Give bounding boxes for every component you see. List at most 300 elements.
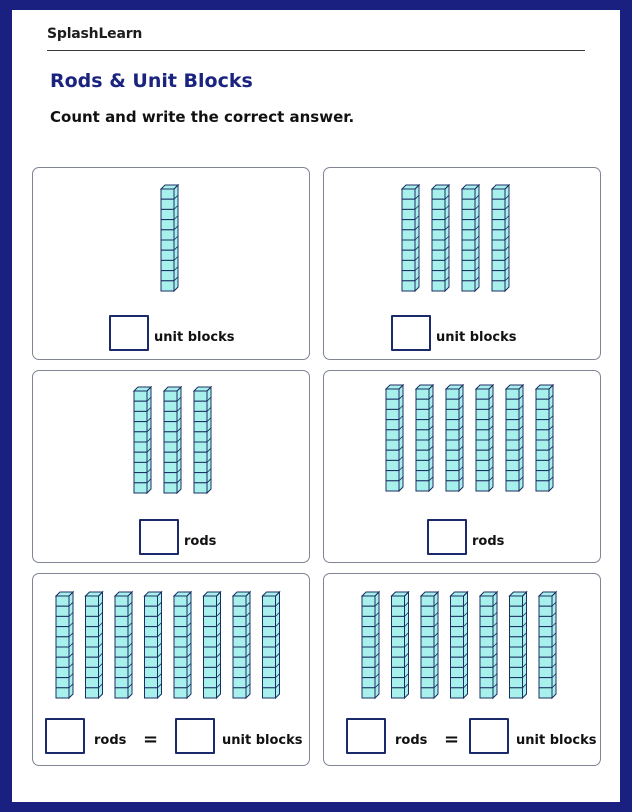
unit-cube xyxy=(421,627,434,637)
unit-cube xyxy=(392,627,405,637)
unit-cube xyxy=(402,250,415,260)
unit-cube xyxy=(416,420,429,430)
unit-cube xyxy=(204,657,217,667)
answer-box-3[interactable] xyxy=(139,519,179,555)
unit-cube xyxy=(233,667,246,677)
unit-cube xyxy=(476,440,489,450)
unit-cube xyxy=(263,637,276,647)
unit-cube xyxy=(263,678,276,688)
unit-cube xyxy=(161,260,174,270)
unit-cube xyxy=(174,596,187,606)
unit-cube xyxy=(115,667,128,677)
unit-cube xyxy=(145,688,158,698)
unit-cube xyxy=(476,409,489,419)
unit-cube xyxy=(539,637,552,647)
unit-cube xyxy=(115,678,128,688)
unit-cube xyxy=(194,422,207,432)
unit-cube xyxy=(480,688,493,698)
unit-cube xyxy=(402,220,415,230)
unit-cube xyxy=(115,637,128,647)
unit-cube xyxy=(416,471,429,481)
unit-cube xyxy=(174,637,187,647)
unit-cube xyxy=(392,616,405,626)
unit-cube xyxy=(115,688,128,698)
unit-cube xyxy=(392,678,405,688)
header-divider xyxy=(47,50,585,51)
unit-cube xyxy=(480,627,493,637)
unit-cube xyxy=(402,209,415,219)
unit-cube xyxy=(86,657,99,667)
problem-panel-3 xyxy=(32,370,310,563)
unit-cube xyxy=(145,596,158,606)
unit-cube xyxy=(204,647,217,657)
unit-cube xyxy=(476,430,489,440)
unit-cube xyxy=(386,420,399,430)
unit-cube xyxy=(362,596,375,606)
unit-cube xyxy=(416,399,429,409)
unit-cube xyxy=(480,596,493,606)
unit-cube xyxy=(432,230,445,240)
unit-cube xyxy=(263,616,276,626)
unit-cube xyxy=(462,199,475,209)
unit-cube xyxy=(194,432,207,442)
brand-logo: SplashLearn xyxy=(47,26,143,42)
unit-cube xyxy=(462,189,475,199)
unit-cube xyxy=(446,460,459,470)
unit-cube xyxy=(86,616,99,626)
problem-panel-4 xyxy=(323,370,601,563)
unit-cube xyxy=(476,389,489,399)
unit-cube xyxy=(402,230,415,240)
unit-cube xyxy=(446,409,459,419)
unit-cube xyxy=(536,460,549,470)
problem-panel-1 xyxy=(32,167,310,360)
unit-cube xyxy=(492,230,505,240)
unit-cube xyxy=(402,189,415,199)
unit-cube xyxy=(386,460,399,470)
unit-cube xyxy=(194,442,207,452)
unit-cube xyxy=(432,240,445,250)
unit-cube xyxy=(421,678,434,688)
unit-cube xyxy=(115,606,128,616)
unit-cube xyxy=(164,432,177,442)
unit-cube xyxy=(145,606,158,616)
unit-cube xyxy=(204,688,217,698)
unit-cube xyxy=(421,616,434,626)
unit-cube xyxy=(539,627,552,637)
answer-box-6a[interactable] xyxy=(346,718,386,754)
unit-cube xyxy=(432,271,445,281)
unit-cube xyxy=(56,678,69,688)
unit-cube xyxy=(164,473,177,483)
unit-cube xyxy=(432,281,445,291)
unit-cube xyxy=(362,627,375,637)
rod xyxy=(386,385,403,491)
unit-cube xyxy=(421,647,434,657)
unit-cube xyxy=(194,411,207,421)
rod xyxy=(462,185,479,291)
equals-sign-5: = xyxy=(143,729,159,750)
unit-cube xyxy=(86,667,99,677)
unit-cube xyxy=(416,440,429,450)
rod xyxy=(416,385,433,491)
unit-cube xyxy=(86,678,99,688)
unit-cube xyxy=(233,596,246,606)
unit-cube xyxy=(263,657,276,667)
unit-cube xyxy=(134,411,147,421)
rod xyxy=(421,592,438,698)
unit-cube xyxy=(134,391,147,401)
unit-cube xyxy=(134,401,147,411)
unit-cube xyxy=(134,422,147,432)
unit-cube xyxy=(536,440,549,450)
unit-cube xyxy=(263,596,276,606)
unit-cube xyxy=(164,442,177,452)
unit-cube xyxy=(451,596,464,606)
unit-cube xyxy=(86,606,99,616)
answer-box-1[interactable] xyxy=(109,315,149,351)
unit-cube xyxy=(56,627,69,637)
unit-cube xyxy=(536,420,549,430)
unit-cube xyxy=(510,657,523,667)
rod xyxy=(392,592,409,698)
unit-cube xyxy=(194,452,207,462)
unit-cube xyxy=(446,450,459,460)
unit-cube xyxy=(476,460,489,470)
unit-cube xyxy=(161,281,174,291)
unit-cube xyxy=(161,240,174,250)
unit-cube xyxy=(164,483,177,493)
unit-cube xyxy=(446,420,459,430)
unit-cube xyxy=(451,627,464,637)
unit-cube xyxy=(539,616,552,626)
unit-cube xyxy=(539,667,552,677)
unit-cube xyxy=(115,596,128,606)
unit-cube xyxy=(392,657,405,667)
unit-cube xyxy=(421,606,434,616)
unit-cube xyxy=(56,606,69,616)
unit-cube xyxy=(56,616,69,626)
answer-box-6b[interactable] xyxy=(469,718,509,754)
unit-cube xyxy=(174,616,187,626)
unit-cube xyxy=(451,667,464,677)
unit-cube xyxy=(386,399,399,409)
unit-cube xyxy=(204,606,217,616)
unit-cube xyxy=(539,678,552,688)
unit-cube xyxy=(480,647,493,657)
unit-cube xyxy=(174,606,187,616)
rod xyxy=(233,592,250,698)
unit-cube xyxy=(392,596,405,606)
unit-cube xyxy=(451,688,464,698)
unit-cube xyxy=(161,189,174,199)
equals-sign-6: = xyxy=(444,729,460,750)
unit-cube xyxy=(145,667,158,677)
unit-cube xyxy=(386,450,399,460)
rod xyxy=(451,592,468,698)
unit-cube xyxy=(233,657,246,667)
unit-cube xyxy=(476,481,489,491)
unit-cube xyxy=(145,657,158,667)
unit-cube xyxy=(86,647,99,657)
unit-cube xyxy=(56,688,69,698)
rod xyxy=(194,387,211,493)
unit-cube xyxy=(56,647,69,657)
unit-cube xyxy=(480,616,493,626)
unit-cube xyxy=(233,678,246,688)
unit-cube xyxy=(145,647,158,657)
unit-cube xyxy=(421,688,434,698)
unit-cube xyxy=(506,450,519,460)
unit-cube xyxy=(446,430,459,440)
rod xyxy=(174,592,191,698)
unit-cube xyxy=(506,471,519,481)
unit-cube xyxy=(263,627,276,637)
answer-box-4[interactable] xyxy=(427,519,467,555)
unit-cube xyxy=(432,260,445,270)
unit-cube xyxy=(462,220,475,230)
unit-blocks-label-1: unit blocks xyxy=(154,330,235,345)
unit-cube xyxy=(506,409,519,419)
unit-cube xyxy=(476,420,489,430)
unit-cube xyxy=(161,220,174,230)
unit-cube xyxy=(416,409,429,419)
unit-cube xyxy=(492,250,505,260)
unit-cube xyxy=(506,430,519,440)
unit-cube xyxy=(480,657,493,667)
unit-cube xyxy=(174,657,187,667)
unit-cube xyxy=(416,389,429,399)
rod xyxy=(402,185,419,291)
unit-cube xyxy=(462,230,475,240)
unit-cube xyxy=(432,209,445,219)
unit-cube xyxy=(476,450,489,460)
unit-cube xyxy=(446,481,459,491)
unit-cube xyxy=(476,399,489,409)
unit-cube xyxy=(134,462,147,472)
rod xyxy=(476,385,493,491)
unit-cube xyxy=(56,596,69,606)
unit-cube xyxy=(233,616,246,626)
unit-cube xyxy=(386,471,399,481)
unit-cube xyxy=(432,250,445,260)
unit-cube xyxy=(402,240,415,250)
unit-cube xyxy=(161,271,174,281)
answer-box-5a[interactable] xyxy=(45,718,85,754)
unit-cube xyxy=(115,647,128,657)
unit-cube xyxy=(174,688,187,698)
unit-cube xyxy=(510,616,523,626)
problem-panel-6 xyxy=(323,573,601,766)
unit-cube xyxy=(432,199,445,209)
unit-cube xyxy=(421,596,434,606)
unit-cube xyxy=(421,637,434,647)
rod xyxy=(56,592,73,698)
unit-cube xyxy=(392,637,405,647)
unit-cube xyxy=(263,606,276,616)
unit-cube xyxy=(164,462,177,472)
unit-cube xyxy=(204,627,217,637)
problem-panel-2 xyxy=(323,167,601,360)
unit-cube xyxy=(510,596,523,606)
rod xyxy=(536,385,553,491)
instruction: Count and write the correct answer. xyxy=(50,108,355,126)
unit-cube xyxy=(194,473,207,483)
unit-cube xyxy=(161,250,174,260)
unit-blocks-label-5: unit blocks xyxy=(222,733,303,748)
unit-cube xyxy=(204,596,217,606)
unit-cube xyxy=(386,409,399,419)
unit-cube xyxy=(134,452,147,462)
unit-cube xyxy=(362,667,375,677)
unit-cube xyxy=(510,606,523,616)
rod xyxy=(432,185,449,291)
unit-cube xyxy=(402,281,415,291)
unit-cube xyxy=(462,209,475,219)
unit-cube xyxy=(233,688,246,698)
unit-cube xyxy=(451,678,464,688)
unit-cube xyxy=(446,440,459,450)
rod xyxy=(134,387,151,493)
unit-cube xyxy=(446,389,459,399)
unit-cube xyxy=(174,667,187,677)
unit-cube xyxy=(174,627,187,637)
unit-cube xyxy=(402,199,415,209)
unit-cube xyxy=(462,281,475,291)
rod xyxy=(164,387,181,493)
unit-cube xyxy=(536,399,549,409)
unit-cube xyxy=(134,432,147,442)
unit-cube xyxy=(392,667,405,677)
unit-cube xyxy=(510,678,523,688)
unit-cube xyxy=(86,596,99,606)
worksheet-page xyxy=(12,10,620,802)
unit-cube xyxy=(462,250,475,260)
unit-cube xyxy=(204,637,217,647)
unit-cube xyxy=(536,450,549,460)
unit-cube xyxy=(362,606,375,616)
unit-cube xyxy=(204,667,217,677)
unit-cube xyxy=(134,483,147,493)
unit-cube xyxy=(161,199,174,209)
unit-cube xyxy=(204,616,217,626)
unit-cube xyxy=(492,209,505,219)
problem-panel-5 xyxy=(32,573,310,766)
unit-blocks-label-2: unit blocks xyxy=(436,330,517,345)
unit-cube xyxy=(539,606,552,616)
unit-cube xyxy=(432,220,445,230)
rod xyxy=(480,592,497,698)
unit-cube xyxy=(416,430,429,440)
unit-cube xyxy=(164,411,177,421)
rod xyxy=(446,385,463,491)
unit-cube xyxy=(510,647,523,657)
unit-cube xyxy=(510,627,523,637)
unit-cube xyxy=(421,667,434,677)
unit-cube xyxy=(386,389,399,399)
unit-cube xyxy=(492,260,505,270)
rod xyxy=(86,592,103,698)
unit-cube xyxy=(476,471,489,481)
unit-cube xyxy=(480,637,493,647)
rod xyxy=(492,185,509,291)
unit-cube xyxy=(174,647,187,657)
rod xyxy=(362,592,379,698)
rod xyxy=(510,592,527,698)
unit-cube xyxy=(362,657,375,667)
unit-cube xyxy=(506,481,519,491)
unit-cube xyxy=(462,271,475,281)
unit-cube xyxy=(480,678,493,688)
unit-cube xyxy=(263,647,276,657)
unit-cube xyxy=(539,596,552,606)
unit-cube xyxy=(115,616,128,626)
unit-cube xyxy=(451,637,464,647)
unit-cube xyxy=(194,462,207,472)
rods-label-5: rods xyxy=(94,733,127,748)
rod xyxy=(263,592,280,698)
rods-label-3: rods xyxy=(184,534,217,549)
unit-cube xyxy=(506,399,519,409)
unit-cube xyxy=(362,688,375,698)
unit-cube xyxy=(402,260,415,270)
unit-cube xyxy=(362,647,375,657)
unit-cube xyxy=(536,409,549,419)
unit-cube xyxy=(416,460,429,470)
unit-cube xyxy=(174,678,187,688)
unit-cube xyxy=(233,647,246,657)
unit-cube xyxy=(145,627,158,637)
rods-label-6: rods xyxy=(395,733,428,748)
unit-cube xyxy=(115,627,128,637)
unit-cube xyxy=(416,481,429,491)
unit-cube xyxy=(451,657,464,667)
unit-cube xyxy=(539,657,552,667)
unit-cube xyxy=(446,399,459,409)
unit-cube xyxy=(392,688,405,698)
unit-cube xyxy=(134,442,147,452)
unit-cube xyxy=(386,440,399,450)
unit-cube xyxy=(480,667,493,677)
rods-label-4: rods xyxy=(472,534,505,549)
unit-cube xyxy=(451,616,464,626)
answer-box-2[interactable] xyxy=(391,315,431,351)
rod xyxy=(204,592,221,698)
answer-box-5b[interactable] xyxy=(175,718,215,754)
unit-cube xyxy=(263,688,276,698)
unit-cube xyxy=(451,606,464,616)
unit-cube xyxy=(56,667,69,677)
unit-cube xyxy=(392,606,405,616)
unit-cube xyxy=(386,430,399,440)
unit-cube xyxy=(362,637,375,647)
unit-cube xyxy=(164,401,177,411)
rod xyxy=(506,385,523,491)
unit-cube xyxy=(86,637,99,647)
unit-cube xyxy=(86,688,99,698)
unit-cube xyxy=(145,616,158,626)
unit-cube xyxy=(539,688,552,698)
unit-cube xyxy=(263,667,276,677)
unit-cube xyxy=(56,637,69,647)
unit-cube xyxy=(145,678,158,688)
unit-cube xyxy=(194,483,207,493)
unit-cube xyxy=(362,678,375,688)
unit-cube xyxy=(362,616,375,626)
unit-cube xyxy=(56,657,69,667)
unit-cube xyxy=(402,271,415,281)
unit-cube xyxy=(506,440,519,450)
